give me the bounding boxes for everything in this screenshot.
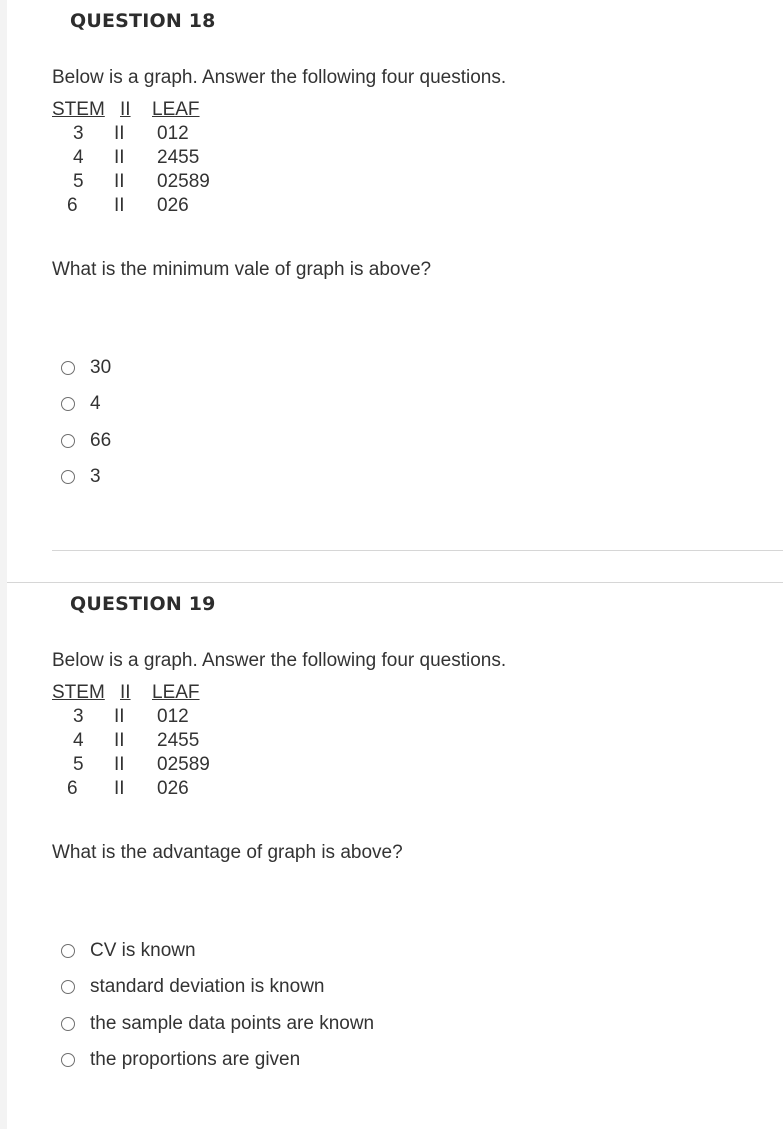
stem-header: STEM <box>52 99 105 120</box>
question-title: QUESTION 19 <box>70 593 216 615</box>
answer-option-label: 4 <box>90 393 101 414</box>
stem-header: STEM <box>52 682 105 703</box>
answer-option-label: 3 <box>90 466 101 487</box>
stem-value: 4 <box>73 730 84 751</box>
question-intro: Below is a graph. Answer the following four questions. <box>52 650 507 671</box>
question-divider <box>52 550 783 551</box>
question-intro: Below is a graph. Answer the following four questions. <box>52 67 507 88</box>
answer-option[interactable] <box>61 1047 300 1073</box>
stem-value: 5 <box>73 171 84 192</box>
row-separator: II <box>114 754 125 775</box>
answer-option[interactable] <box>61 391 101 417</box>
radio-button[interactable] <box>61 944 75 958</box>
leaf-values: 026 <box>157 778 189 799</box>
row-separator: II <box>114 778 125 799</box>
question-prompt: What is the advantage of graph is above? <box>52 842 403 863</box>
leaf-values: 02589 <box>157 754 210 775</box>
row-separator: II <box>114 123 125 144</box>
radio-button[interactable] <box>61 434 75 448</box>
answer-option[interactable] <box>61 355 111 381</box>
answer-option-label: standard deviation is known <box>90 976 325 997</box>
answer-option-label: 66 <box>90 430 112 451</box>
question-prompt: What is the minimum vale of graph is above? <box>52 259 432 280</box>
radio-button[interactable] <box>61 980 75 994</box>
radio-button[interactable] <box>61 397 75 411</box>
answer-option[interactable] <box>61 464 101 490</box>
question-19-block <box>0 583 783 1129</box>
leaf-values: 012 <box>157 706 189 727</box>
answer-option[interactable] <box>61 428 111 454</box>
row-separator: II <box>114 171 125 192</box>
stem-value: 4 <box>73 147 84 168</box>
stem-value: 3 <box>73 706 84 727</box>
stem-value: 5 <box>73 754 84 775</box>
leaf-values: 02589 <box>157 171 210 192</box>
separator-header: II <box>120 99 131 120</box>
leaf-header: LEAF <box>152 682 200 703</box>
answer-option-label: the sample data points are known <box>90 1013 375 1034</box>
stem-value: 6 <box>67 195 78 216</box>
radio-button[interactable] <box>61 1017 75 1031</box>
leaf-values: 2455 <box>157 730 200 751</box>
row-separator: II <box>114 730 125 751</box>
radio-button[interactable] <box>61 470 75 484</box>
question-18-block <box>0 0 783 552</box>
row-separator: II <box>114 147 125 168</box>
answer-option[interactable] <box>61 938 196 964</box>
answer-option-label: CV is known <box>90 940 196 961</box>
leaf-values: 2455 <box>157 147 200 168</box>
radio-button[interactable] <box>61 361 75 375</box>
leaf-header: LEAF <box>152 99 200 120</box>
answer-option-label: 30 <box>90 357 112 378</box>
answer-option[interactable] <box>61 1011 374 1037</box>
row-separator: II <box>114 706 125 727</box>
leaf-values: 012 <box>157 123 189 144</box>
row-separator: II <box>114 195 125 216</box>
answer-option[interactable] <box>61 974 324 1000</box>
leaf-values: 026 <box>157 195 189 216</box>
radio-button[interactable] <box>61 1053 75 1067</box>
question-title: QUESTION 18 <box>70 10 216 32</box>
stem-value: 3 <box>73 123 84 144</box>
separator-header: II <box>120 682 131 703</box>
answer-option-label: the proportions are given <box>90 1049 301 1070</box>
stem-value: 6 <box>67 778 78 799</box>
